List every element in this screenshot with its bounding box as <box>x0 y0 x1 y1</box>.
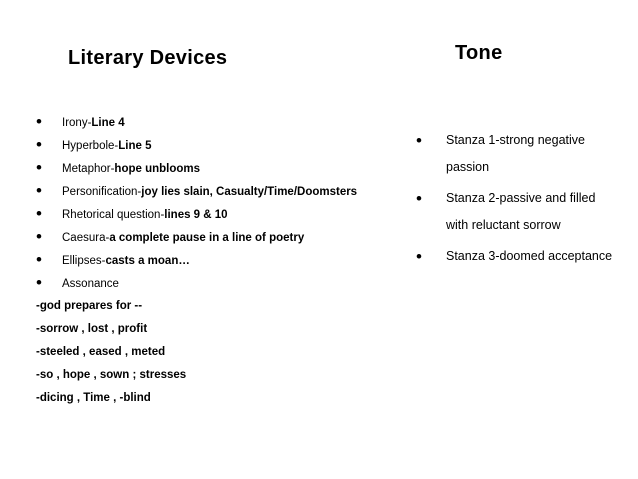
tone-text: Stanza 2-passive and filled with reluctant sorrow <box>446 191 596 232</box>
device-text <box>62 229 304 247</box>
device-term: Personification- <box>62 186 142 198</box>
bullet-icon: • <box>36 227 42 246</box>
literary-devices-heading: Literary Devices <box>68 47 228 69</box>
device-text <box>62 137 151 155</box>
device-detail: joy lies slain, Casualty/Time/Doomsters <box>141 186 358 198</box>
list-item <box>36 160 416 183</box>
device-term: Ellipses- <box>62 255 106 267</box>
device-term: Caesura- <box>62 232 110 244</box>
bullet-icon: • <box>36 273 42 292</box>
assonance-line: -god prepares for -- <box>36 300 143 312</box>
device-term: Hyperbole- <box>62 140 119 152</box>
device-term: Metaphor- <box>62 163 115 175</box>
bullet-icon: • <box>36 250 42 269</box>
tone-heading: Tone <box>455 42 503 64</box>
bullet-icon: • <box>416 131 422 150</box>
bullet-icon: • <box>36 135 42 154</box>
device-term: Rhetorical question- <box>62 209 165 221</box>
device-text <box>62 114 125 132</box>
list-item <box>36 275 416 298</box>
list-item <box>36 229 416 252</box>
list-item <box>36 206 416 229</box>
list-item <box>416 243 616 270</box>
list-item <box>36 183 416 206</box>
list-item <box>416 185 616 239</box>
assonance-line: -steeled , eased , meted <box>36 346 166 358</box>
literary-devices-list <box>36 114 416 298</box>
list-item <box>416 127 616 181</box>
tone-list <box>416 127 616 274</box>
assonance-line: -sorrow , lost , profit <box>36 323 148 335</box>
list-item <box>36 137 416 160</box>
tone-text: Stanza 1-strong negative passion <box>446 133 585 174</box>
device-term: Assonance <box>62 278 119 290</box>
device-text <box>62 275 119 293</box>
list-item <box>36 114 416 137</box>
bullet-icon: • <box>416 247 422 266</box>
device-detail: Line 5 <box>118 140 152 152</box>
device-detail: Line 4 <box>91 117 125 129</box>
assonance-line: -so , hope , sown ; stresses <box>36 369 187 381</box>
bullet-icon: • <box>36 112 42 131</box>
device-text <box>62 160 200 178</box>
bullet-icon: • <box>36 181 42 200</box>
device-text <box>62 183 357 201</box>
device-detail: lines 9 & 10 <box>164 209 228 221</box>
assonance-line: -dicing , Time , -blind <box>36 392 151 404</box>
bullet-icon: • <box>36 158 42 177</box>
tone-text: Stanza 3-doomed acceptance <box>446 249 613 263</box>
device-detail: a complete pause in a line of poetry <box>109 232 305 244</box>
device-detail: hope unblooms <box>114 163 201 175</box>
device-detail: casts a moan… <box>105 255 190 267</box>
device-term: Irony- <box>62 117 92 129</box>
list-item <box>36 252 416 275</box>
bullet-icon: • <box>416 189 422 208</box>
assonance-examples <box>36 297 416 412</box>
device-text <box>62 252 190 270</box>
bullet-icon: • <box>36 204 42 223</box>
device-text <box>62 206 228 224</box>
